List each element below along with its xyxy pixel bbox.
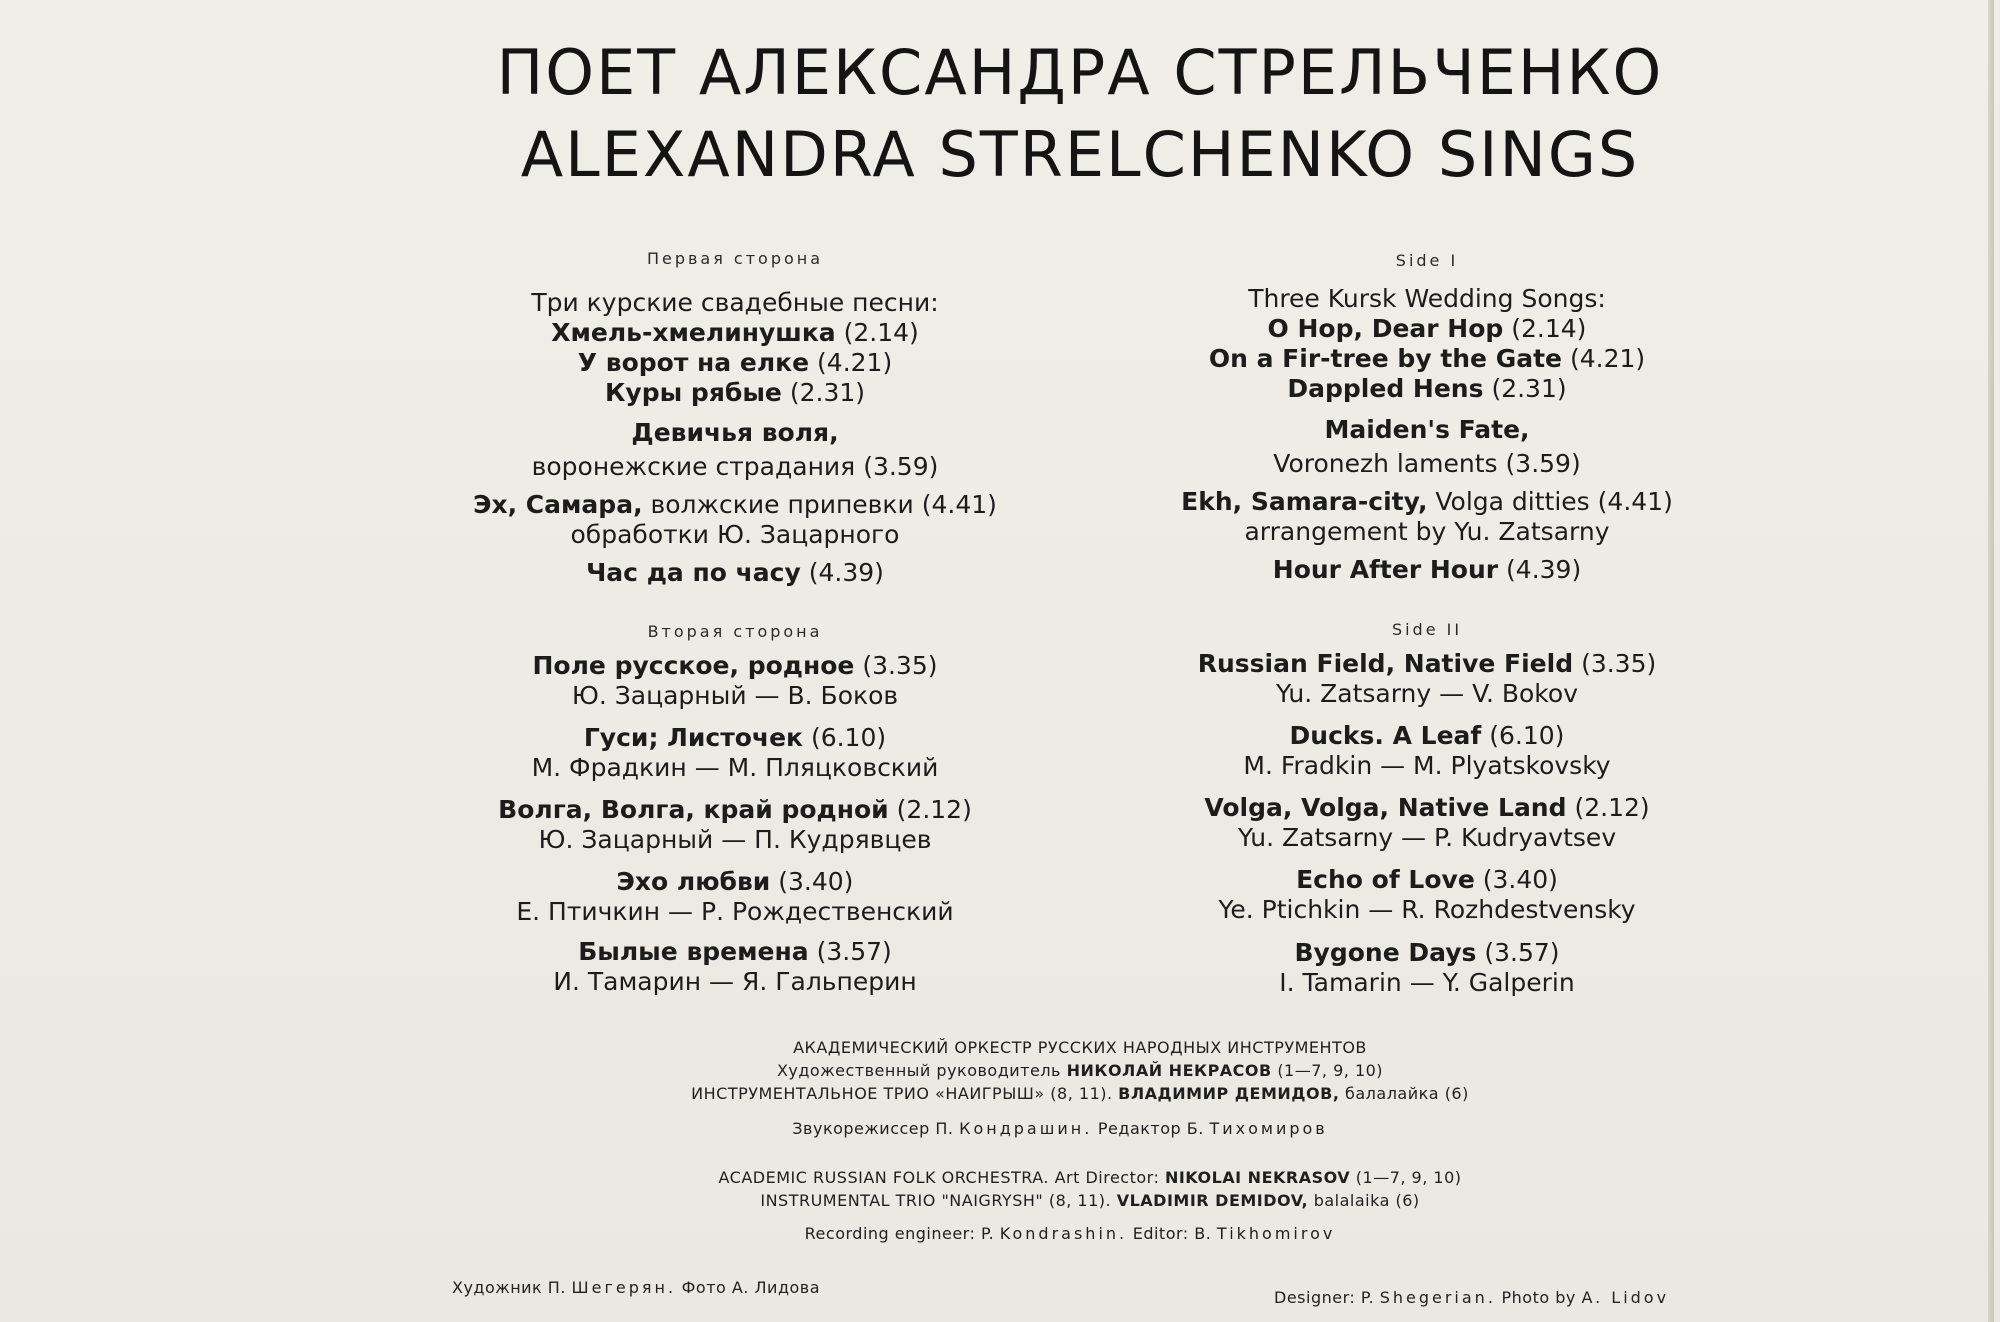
track-duration: (3.40) [778,867,854,896]
track-s2-1 [1047,649,1807,709]
track-s2-5 [1047,938,1807,998]
side-two-heading: Side II [1391,620,1463,639]
track-maidens-fate [1047,415,1807,479]
track-title: Былые времена [578,937,809,966]
track-title: Хмель-хмелинушка [551,318,836,347]
track-samara [1047,487,1807,547]
track-title: Russian Field, Native Field [1197,649,1574,678]
track-duration: (3.40) [1482,865,1558,894]
track-title: Echo of Love [1296,865,1475,894]
track-title: Hour After Hour [1272,555,1499,584]
track-authors: I. Tamarin — Y. Galperin [1279,968,1575,997]
credits-orchestra-ru: АКАДЕМИЧЕСКИЙ ОРКЕСТР РУССКИХ НАРОДНЫХ ИНСТРУМЕНТОВ [793,1038,1367,1057]
side-one-heading: Side I [1395,251,1459,270]
track-intro: Три курские свадебные песни: [531,288,939,317]
track-s2-5 [355,937,1115,997]
track-duration: (4.39) [1506,555,1582,584]
track-s2-4 [355,867,1115,927]
track-duration: (3.35) [862,651,938,680]
credits-trio-en: INSTRUMENTAL TRIO "NAIGRYSH" (8, 11). VLADIMIR DEMIDOV, balalaika (6) [760,1191,1420,1210]
track-authors: И. Тамарин — Я. Гальперин [553,967,917,996]
track-duration: (3.59) [863,452,939,481]
track-title: On a Fir-tree by the Gate [1208,344,1563,373]
track-subtitle: воронежские страдания [531,452,856,481]
track-subtitle: волжские припевки [650,490,914,519]
track-title: Волга, Волга, край родной [498,795,889,824]
track-title: O Hop, Dear Hop [1267,314,1504,343]
track-duration: (2.12) [1574,793,1650,822]
track-duration: (6.10) [810,723,887,752]
credits-orchestra-en: ACADEMIC RUSSIAN FOLK ORCHESTRA. Art Director: NIKOLAI NEKRASOV (1—7, 9, 10) [718,1168,1462,1187]
track-samara [355,490,1115,550]
track-title: Ducks. A Leaf [1289,721,1482,750]
track-line [1047,314,1807,344]
track-authors: Yu. Zatsarny — P. Kudryavtsev [1237,823,1617,852]
track-kursk-songs [355,288,1115,408]
track-s2-1 [355,651,1115,711]
track-duration: (2.31) [1491,374,1567,403]
track-hour [1047,555,1807,585]
track-title: Эхо любви [616,867,771,896]
track-title: Гуси; Листочек [583,723,803,752]
tracklist-english [1047,0,1807,1000]
track-title: Эх, Самара, [473,490,643,519]
track-hour [355,558,1115,588]
track-s2-2 [355,723,1115,783]
track-intro: Three Kursk Wedding Songs: [1248,284,1606,313]
track-s2-4 [1047,865,1807,925]
credits-engineer-ru: Звукорежиссер П. Кондрашин. Редактор Б. Тихомиров [792,1119,1328,1138]
track-title: У ворот на елке [577,348,810,377]
track-title: Поле русское, родное [532,651,855,680]
track-kursk-songs [1047,284,1807,404]
track-maidens-fate [355,418,1115,482]
credits-engineer-en: Recording engineer: P. Kondrashin. Editor: B. Tikhomirov [804,1224,1336,1243]
track-authors: Ю. Зацарный — П. Кудрявцев [538,825,932,854]
side-one-heading: Первая сторона [646,249,824,268]
track-authors: M. Fradkin — M. Plyatskovsky [1243,751,1611,780]
credits-director-ru: Художественный руководитель НИКОЛАЙ НЕКРАСОВ (1—7, 9, 10) [776,1061,1384,1080]
track-authors: М. Фрадкин — М. Пляцковский [531,753,939,782]
track-subtitle: Voronezh laments [1273,449,1498,478]
track-title: Bygone Days [1294,938,1477,967]
track-duration: (3.57) [1484,938,1560,967]
track-title: Ekh, Samara-city, [1181,487,1428,516]
track-s2-2 [1047,721,1807,781]
track-authors: Yu. Zatsarny — V. Bokov [1275,679,1578,708]
tracklist-russian [355,0,1115,1000]
track-duration: (3.59) [1505,449,1581,478]
track-line [355,318,1115,348]
track-line [355,348,1115,378]
track-duration: (4.41) [921,490,997,519]
track-subtitle: Volga ditties [1435,487,1590,516]
track-authors: Е. Птичкин — Р. Рождественский [516,897,954,926]
side-two-heading: Вторая сторона [647,622,823,641]
track-title: Maiden's Fate, [1324,415,1530,444]
track-duration: (2.14) [843,318,919,347]
track-title: Час да по часу [586,558,801,587]
track-duration: (2.31) [789,378,866,407]
title-english: ALEXANDRA STRELCHENKO SINGS [520,118,1640,191]
track-duration: (4.21) [1569,344,1646,373]
track-title: Куры рябые [604,378,782,407]
credits-trio-ru: ИНСТРУМЕНТАЛЬНОЕ ТРИО «НАИГРЫШ» (8, 11). ВЛАДИМИР ДЕМИДОВ, балалайка (6) [691,1084,1469,1103]
track-duration: (2.12) [896,795,972,824]
track-duration: (6.10) [1489,721,1565,750]
track-s2-3 [1047,793,1807,853]
track-arrangement: обработки Ю. Зацарного [570,520,900,549]
track-duration: (4.21) [817,348,893,377]
track-title: Dappled Hens [1287,374,1484,403]
track-duration: (3.35) [1581,649,1657,678]
track-arrangement: arrangement by Yu. Zatsarny [1244,517,1610,546]
track-duration: (3.57) [816,937,892,966]
track-duration: (4.39) [808,558,884,587]
track-s2-3 [355,795,1115,855]
track-title: Volga, Volga, Native Land [1204,793,1567,822]
track-line [1047,344,1807,374]
track-line [355,378,1115,408]
track-authors: Ye. Ptichkin — R. Rozhdestvensky [1218,895,1636,924]
track-line [1047,374,1807,404]
track-duration: (2.14) [1511,314,1587,343]
title-russian: ПОЕТ АЛЕКСАНДРА СТРЕЛЬЧЕНКО [496,36,1664,109]
footer-designer-ru: Художник П. Шегерян. Фото А. Лидова [452,1278,821,1297]
track-authors: Ю. Зацарный — В. Боков [571,681,899,710]
track-title: Девичья воля, [631,418,839,447]
footer-designer-en: Designer: P. Shegerian. Photo by A. Lidov [1274,1288,1670,1307]
track-duration: (4.41) [1597,487,1673,516]
